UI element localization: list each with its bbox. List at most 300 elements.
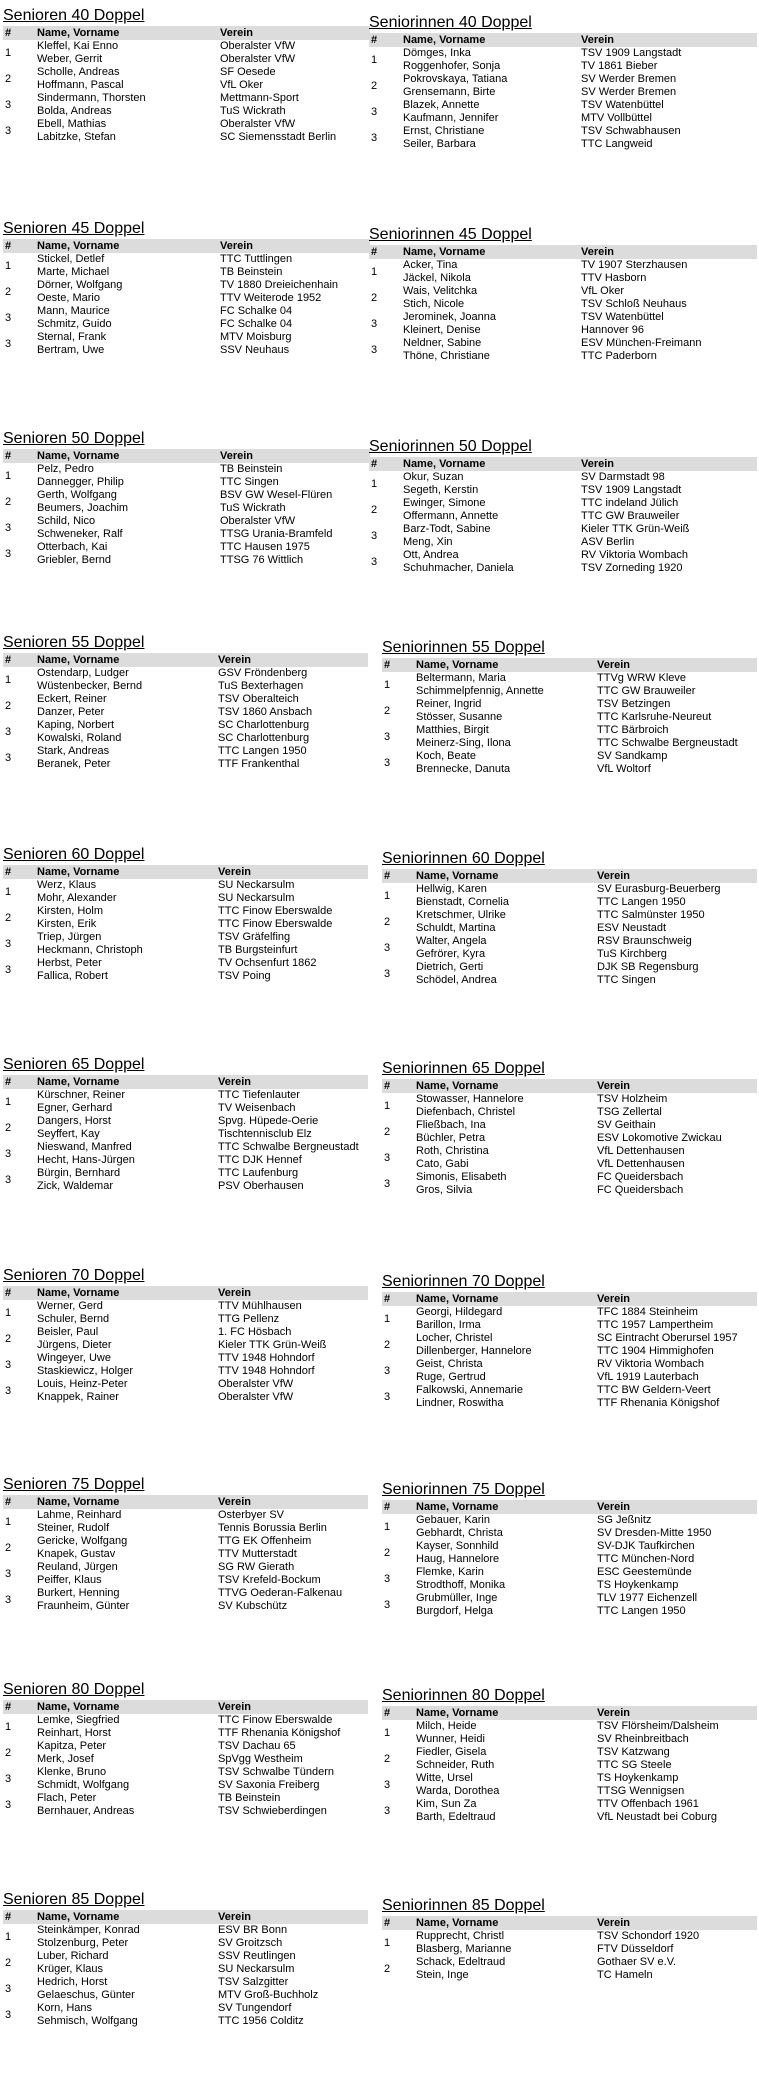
player-name-cell: Wüstenbecker, Bernd	[37, 680, 143, 692]
player-name-cell: Kirsten, Erik	[37, 918, 97, 930]
player-name-cell: Schmitz, Guido	[37, 318, 112, 330]
club-cell: TTC DJK Hennef	[218, 1154, 302, 1166]
name-column-header: Name, Vorname	[414, 1500, 595, 1514]
rank-cell: 3	[5, 1798, 12, 1811]
rank-cell: 2	[5, 1956, 12, 1969]
player-name-cell: Dörner, Wolfgang	[37, 279, 123, 291]
player-name-cell: Hedrich, Horst	[37, 1976, 108, 1988]
player-name-cell: Schuler, Bernd	[37, 1313, 110, 1325]
table-row	[382, 1132, 757, 1145]
player-name-cell: Reuland, Jürgen	[37, 1561, 118, 1573]
player-name-cell: Stein, Inge	[416, 1969, 469, 1981]
table-row	[369, 60, 757, 73]
player-name-cell: Stowasser, Hannelore	[416, 1093, 524, 1105]
player-name-cell: Kaping, Norbert	[37, 719, 115, 731]
table-row	[3, 1766, 368, 1779]
table-row	[3, 118, 370, 131]
player-name-cell: Oeste, Mario	[37, 292, 100, 304]
table-row	[3, 918, 368, 931]
player-name-cell: Fiedler, Gisela	[416, 1746, 487, 1758]
player-name-cell: Büchler, Petra	[416, 1132, 486, 1144]
club-cell: TSV 1860 Ansbach	[218, 706, 313, 718]
player-name-cell: Kaufmann, Jennifer	[403, 112, 499, 124]
club-cell: SV-DJK Taufkirchen	[597, 1540, 695, 1552]
player-name-cell: Staskiewicz, Holger	[37, 1365, 133, 1377]
player-name-cell: Schack, Edeltraud	[416, 1956, 506, 1968]
club-column-header: Verein	[216, 653, 368, 667]
rank-cell: 1	[384, 678, 391, 691]
rank-cell: 2	[371, 503, 378, 516]
results-table	[3, 1910, 368, 2028]
player-name-cell: Scholle, Andreas	[37, 66, 120, 78]
player-name-cell: Haug, Hannelore	[416, 1553, 500, 1565]
club-cell: TTF Rhenania Königshof	[597, 1397, 720, 1409]
table-row	[3, 1378, 368, 1391]
section-title: Seniorinnen 40 Doppel	[369, 14, 532, 31]
club-cell: TSV Schwalbe Tündern	[218, 1766, 334, 1778]
player-name-cell: Koch, Beate	[416, 750, 476, 762]
rank-column-header: #	[3, 653, 35, 667]
results-block	[3, 6, 370, 144]
club-cell: TSV Schloß Neuhaus	[581, 298, 687, 310]
rank-cell: 2	[5, 1121, 12, 1134]
results-table	[3, 1700, 368, 1818]
results-table	[382, 1292, 757, 1410]
club-column-header: Verein	[579, 33, 757, 47]
club-cell: ESV Neustadt	[597, 922, 667, 934]
club-cell: TTC Singen	[220, 476, 279, 488]
player-name-cell: Dietrich, Gerti	[416, 961, 484, 973]
player-name-cell: Milch, Heide	[416, 1720, 477, 1732]
club-cell: TSV Flörsheim/Dalsheim	[597, 1720, 719, 1732]
table-row	[3, 1326, 368, 1339]
table-row	[382, 961, 757, 974]
club-cell: TTC Schwalbe Bergneustadt	[218, 1141, 359, 1153]
player-name-cell: Gerth, Wolfgang	[37, 489, 117, 501]
club-cell: TFC 1884 Steinheim	[597, 1306, 698, 1318]
player-name-cell: Marte, Michael	[37, 266, 110, 278]
table-row	[382, 1397, 757, 1410]
table-header-row	[3, 1286, 368, 1300]
player-name-cell: Wunner, Heidi	[416, 1733, 485, 1745]
name-column-header: Name, Vorname	[35, 1495, 216, 1509]
player-name-cell: Kapitza, Peter	[37, 1740, 107, 1752]
player-name-cell: Schimmelpfennig, Annette	[416, 685, 544, 697]
player-name-cell: Reiner, Ingrid	[416, 698, 482, 710]
player-name-cell: Simonis, Elisabeth	[416, 1171, 507, 1183]
rank-cell: 2	[384, 915, 391, 928]
player-name-cell: Herbst, Peter	[37, 957, 102, 969]
club-cell: TTV 1948 Hohndorf	[218, 1352, 315, 1364]
table-row	[3, 1102, 368, 1115]
table-row	[382, 1746, 757, 1759]
club-cell: PSV Oberhausen	[218, 1180, 304, 1192]
table-row	[369, 337, 757, 350]
club-column-header: Verein	[595, 1292, 757, 1306]
club-cell: Osterbyer SV	[218, 1509, 285, 1521]
club-cell: Tennis Borussia Berlin	[218, 1522, 327, 1534]
club-cell: VfL Oker	[220, 79, 263, 91]
club-cell: FTV Düsseldorf	[597, 1943, 674, 1955]
name-column-header: Name, Vorname	[401, 33, 579, 47]
table-row	[3, 957, 368, 970]
table-row	[3, 1753, 368, 1766]
club-cell: ESC Geestemünde	[597, 1566, 692, 1578]
table-row	[3, 732, 368, 745]
results-block	[369, 13, 757, 151]
table-row	[3, 502, 370, 515]
player-name-cell: Dömges, Inka	[403, 47, 471, 59]
player-name-cell: Roth, Christina	[416, 1145, 489, 1157]
table-row	[382, 1332, 757, 1345]
rank-column-header: #	[3, 865, 35, 879]
table-row	[382, 698, 757, 711]
results-block	[382, 1272, 757, 1410]
section-title: Senioren 45 Doppel	[3, 220, 145, 237]
player-name-cell: Acker, Tina	[403, 259, 458, 271]
table-row	[3, 944, 368, 957]
section-title: Seniorinnen 60 Doppel	[382, 850, 545, 867]
club-cell: TB Beinstein	[220, 463, 283, 475]
section-title: Senioren 80 Doppel	[3, 1681, 145, 1698]
club-cell: SSV Neuhaus	[220, 344, 290, 356]
player-name-cell: Burkert, Henning	[37, 1587, 120, 1599]
club-cell: TTV Hasborn	[581, 272, 647, 284]
rank-cell: 2	[5, 1332, 12, 1345]
section-title: Seniorinnen 55 Doppel	[382, 639, 545, 656]
table-row	[369, 47, 757, 60]
player-name-cell: Dannegger, Philip	[37, 476, 124, 488]
table-row	[3, 305, 370, 318]
rank-column-header: #	[382, 1500, 414, 1514]
club-cell: ESV Lokomotive Zwickau	[597, 1132, 722, 1144]
table-row	[3, 693, 368, 706]
club-cell: SV Werder Bremen	[581, 86, 677, 98]
club-cell: SU Neckarsulm	[218, 1963, 295, 1975]
table-row	[3, 1805, 368, 1818]
table-row	[369, 484, 757, 497]
player-name-cell: Eckert, Reiner	[37, 693, 107, 705]
rank-cell: 3	[5, 98, 12, 111]
player-name-cell: Wingeyer, Uwe	[37, 1352, 111, 1364]
player-name-cell: Stolzenburg, Peter	[37, 1937, 129, 1949]
club-cell: TSV Watenbüttel	[581, 311, 664, 323]
table-row	[3, 1391, 368, 1404]
club-cell: TuS Wickrath	[220, 502, 286, 514]
table-row	[369, 125, 757, 138]
player-name-cell: Labitzke, Stefan	[37, 131, 116, 143]
player-name-cell: Beumers, Joachim	[37, 502, 129, 514]
player-name-cell: Burgdorf, Helga	[416, 1605, 494, 1617]
table-row	[382, 763, 757, 776]
table-row	[369, 112, 757, 125]
results-block	[3, 1475, 368, 1613]
player-name-cell: Peiffer, Klaus	[37, 1574, 102, 1586]
table-row	[369, 523, 757, 536]
table-row	[382, 672, 757, 685]
player-name-cell: Knapek, Gustav	[37, 1548, 116, 1560]
rank-cell: 1	[384, 1936, 391, 1949]
club-cell: SC Charlottenburg	[218, 719, 310, 731]
rank-cell: 3	[5, 2008, 12, 2021]
results-block	[369, 437, 757, 575]
club-cell: SV Eurasburg-Beuerberg	[597, 883, 721, 895]
club-cell: TuS Wickrath	[220, 105, 286, 117]
player-name-cell: Blazek, Annette	[403, 99, 480, 111]
player-name-cell: Schödel, Andrea	[416, 974, 497, 986]
table-header-row	[3, 1700, 368, 1714]
rank-cell: 3	[384, 1390, 391, 1403]
player-name-cell: Ruge, Gertrud	[416, 1371, 486, 1383]
player-name-cell: Schild, Nico	[37, 515, 96, 527]
table-row	[3, 680, 368, 693]
table-row	[3, 1089, 368, 1102]
player-name-cell: Hecht, Hans-Jürgen	[37, 1154, 135, 1166]
table-row	[3, 1600, 368, 1613]
table-header-row	[3, 1910, 368, 1924]
player-name-cell: Kretschmer, Ulrike	[416, 909, 506, 921]
club-cell: TTSG 76 Wittlich	[220, 554, 304, 566]
table-header-row	[369, 33, 757, 47]
club-column-header: Verein	[579, 245, 757, 259]
club-cell: SC Eintracht Oberursel 1957	[597, 1332, 738, 1344]
player-name-cell: Heckmann, Christoph	[37, 944, 143, 956]
results-block	[382, 1480, 757, 1618]
club-cell: TTVG Oederan-Falkenau	[218, 1587, 343, 1599]
club-cell: ESV München-Freimann	[581, 337, 702, 349]
rank-column-header: #	[3, 1286, 35, 1300]
player-name-cell: Korn, Hans	[37, 2002, 93, 2014]
club-cell: MTV Groß-Buchholz	[218, 1989, 319, 2001]
table-row	[382, 1106, 757, 1119]
player-name-cell: Flach, Peter	[37, 1792, 97, 1804]
table-row	[3, 1522, 368, 1535]
club-cell: Mettmann-Sport	[220, 92, 299, 104]
table-row	[382, 1384, 757, 1397]
table-row	[382, 1553, 757, 1566]
club-cell: TS Hoykenkamp	[597, 1579, 679, 1591]
table-row	[382, 1720, 757, 1733]
player-name-cell: Cato, Gabi	[416, 1158, 469, 1170]
club-cell: TS Hoykenkamp	[597, 1772, 679, 1784]
results-block	[3, 1266, 368, 1404]
club-cell: SV Groitzsch	[218, 1937, 283, 1949]
club-cell: TTC Paderborn	[581, 350, 657, 362]
club-cell: Tischtennisclub Elz	[218, 1128, 312, 1140]
results-table	[382, 658, 757, 776]
club-cell: TTG EK Offenheim	[218, 1535, 312, 1547]
club-cell: TSG Zellertal	[597, 1106, 662, 1118]
player-name-cell: Fallica, Robert	[37, 970, 108, 982]
section-title: Seniorinnen 70 Doppel	[382, 1273, 545, 1290]
results-block	[382, 1896, 757, 1982]
player-name-cell: Stich, Nicole	[403, 298, 465, 310]
club-column-header: Verein	[218, 239, 370, 253]
results-table	[369, 245, 757, 363]
club-cell: Spvg. Hüpede-Oerie	[218, 1115, 319, 1127]
rank-column-header: #	[3, 239, 35, 253]
results-table	[382, 1706, 757, 1824]
results-table	[382, 1916, 757, 1982]
results-table	[382, 869, 757, 987]
results-table	[3, 1075, 368, 1193]
table-row	[3, 292, 370, 305]
results-table	[3, 239, 370, 357]
rank-cell: 3	[384, 967, 391, 980]
table-row	[3, 1300, 368, 1313]
player-name-cell: Klenke, Bruno	[37, 1766, 107, 1778]
rank-cell: 1	[5, 673, 12, 686]
table-row	[382, 1592, 757, 1605]
table-header-row	[382, 1706, 757, 1720]
club-cell: VfL Dettenhausen	[597, 1145, 685, 1157]
club-cell: Oberalster VfW	[218, 1378, 294, 1390]
player-name-cell: Schweneker, Ralf	[37, 528, 123, 540]
rank-cell: 2	[384, 1546, 391, 1559]
section-title: Senioren 40 Doppel	[3, 7, 145, 24]
rank-cell: 1	[5, 46, 12, 59]
club-cell: TTC Tiefenlauter	[218, 1089, 300, 1101]
rank-cell: 2	[5, 699, 12, 712]
club-cell: TTC Laufenburg	[218, 1167, 299, 1179]
rank-column-header: #	[3, 26, 35, 40]
club-cell: TTC 1956 Colditz	[218, 2015, 304, 2027]
table-row	[382, 1811, 757, 1824]
club-cell: SV Rheinbreitbach	[597, 1733, 689, 1745]
table-row	[382, 1345, 757, 1358]
club-cell: Oberalster VfW	[218, 1391, 294, 1403]
player-name-cell: Gros, Silvia	[416, 1184, 473, 1196]
club-cell: TTC GW Brauweiler	[597, 685, 696, 697]
table-row	[382, 948, 757, 961]
table-row	[3, 667, 368, 680]
player-name-cell: Bürgin, Bernhard	[37, 1167, 121, 1179]
table-row	[369, 497, 757, 510]
player-name-cell: Triep, Jürgen	[37, 931, 102, 943]
section-title: Senioren 65 Doppel	[3, 1056, 145, 1073]
table-row	[382, 737, 757, 750]
player-name-cell: Merk, Josef	[37, 1753, 94, 1765]
player-name-cell: Kleinert, Denise	[403, 324, 481, 336]
player-name-cell: Ewinger, Simone	[403, 497, 486, 509]
table-row	[369, 298, 757, 311]
club-cell: TTC 1957 Lampertheim	[597, 1319, 714, 1331]
club-column-header: Verein	[216, 1700, 368, 1714]
club-cell: TuS Kirchberg	[597, 948, 667, 960]
club-cell: TTC Finow Eberswalde	[218, 1714, 333, 1726]
table-row	[382, 1540, 757, 1553]
results-block	[3, 633, 368, 771]
player-name-cell: Otterbach, Kai	[37, 541, 108, 553]
table-row	[3, 1574, 368, 1587]
player-name-cell: Ott, Andrea	[403, 549, 459, 561]
player-name-cell: Bienstadt, Cornelia	[416, 896, 509, 908]
rank-cell: 3	[384, 1177, 391, 1190]
club-column-header: Verein	[595, 1916, 757, 1930]
player-name-cell: Kayser, Sonnhild	[416, 1540, 499, 1552]
table-row	[382, 1930, 757, 1943]
section-title: Seniorinnen 75 Doppel	[382, 1481, 545, 1498]
club-column-header: Verein	[216, 1910, 368, 1924]
club-cell: TSV Oberalteich	[218, 693, 299, 705]
player-name-cell: Sehmisch, Wolfgang	[37, 2015, 138, 2027]
club-cell: ESV BR Bonn	[218, 1924, 288, 1936]
player-name-cell: Walter, Angela	[416, 935, 487, 947]
rank-cell: 3	[371, 555, 378, 568]
club-cell: TB Beinstein	[220, 266, 283, 278]
club-cell: TTV 1948 Hohndorf	[218, 1365, 315, 1377]
rank-cell: 1	[384, 1520, 391, 1533]
rank-cell: 2	[371, 79, 378, 92]
rank-cell: 3	[5, 937, 12, 950]
table-row	[382, 1119, 757, 1132]
rank-cell: 1	[384, 1726, 391, 1739]
player-name-cell: Ernst, Christiane	[403, 125, 485, 137]
section-title: Senioren 55 Doppel	[3, 634, 145, 651]
player-name-cell: Barz-Todt, Sabine	[403, 523, 491, 535]
rank-cell: 1	[384, 1312, 391, 1325]
rank-cell: 3	[384, 1598, 391, 1611]
rank-cell: 1	[5, 1095, 12, 1108]
club-cell: TV Ochsenfurt 1862	[218, 957, 317, 969]
table-row	[382, 1969, 757, 1982]
player-name-cell: Griebler, Bernd	[37, 554, 111, 566]
rank-column-header: #	[3, 1495, 35, 1509]
club-cell: TTV Weiterode 1952	[220, 292, 322, 304]
rank-cell: 1	[371, 477, 378, 490]
player-name-cell: Warda, Dorothea	[416, 1785, 500, 1797]
rank-cell: 1	[5, 1306, 12, 1319]
player-name-cell: Fraunheim, Günter	[37, 1600, 130, 1612]
table-header-row	[382, 658, 757, 672]
player-name-cell: Zick, Waldemar	[37, 1180, 113, 1192]
table-row	[3, 40, 370, 53]
results-table	[3, 26, 370, 144]
club-cell: RV Viktoria Wombach	[581, 549, 688, 561]
player-name-cell: Strodthoff, Monika	[416, 1579, 506, 1591]
player-name-cell: Witte, Ursel	[416, 1772, 473, 1784]
club-cell: TTC 1904 Himmighofen	[597, 1345, 714, 1357]
rank-cell: 1	[384, 1099, 391, 1112]
table-row	[382, 1145, 757, 1158]
club-cell: ASV Berlin	[581, 536, 635, 548]
rank-cell: 3	[384, 756, 391, 769]
table-row	[369, 86, 757, 99]
club-cell: FC Schalke 04	[220, 318, 293, 330]
club-cell: TSV Poing	[218, 970, 271, 982]
club-cell: TSV Holzheim	[597, 1093, 668, 1105]
results-table	[369, 33, 757, 151]
table-row	[3, 905, 368, 918]
table-row	[3, 318, 370, 331]
table-row	[3, 279, 370, 292]
results-block	[382, 1059, 757, 1197]
player-name-cell: Dillenberger, Hannelore	[416, 1345, 532, 1357]
club-cell: TSV Watenbüttel	[581, 99, 664, 111]
club-cell: TTC Langen 1950	[218, 745, 307, 757]
player-name-cell: Blasberg, Marianne	[416, 1943, 512, 1955]
player-name-cell: Beranek, Peter	[37, 758, 111, 770]
rank-cell: 2	[384, 1962, 391, 1975]
club-cell: TTSG Wennigsen	[597, 1785, 685, 1797]
player-name-cell: Danzer, Peter	[37, 706, 105, 718]
player-name-cell: Jerominek, Joanna	[403, 311, 496, 323]
club-cell: Kieler TTK Grün-Weiß	[581, 523, 690, 535]
table-row	[3, 476, 370, 489]
rank-cell: 3	[5, 751, 12, 764]
rank-column-header: #	[382, 1292, 414, 1306]
table-row	[369, 549, 757, 562]
